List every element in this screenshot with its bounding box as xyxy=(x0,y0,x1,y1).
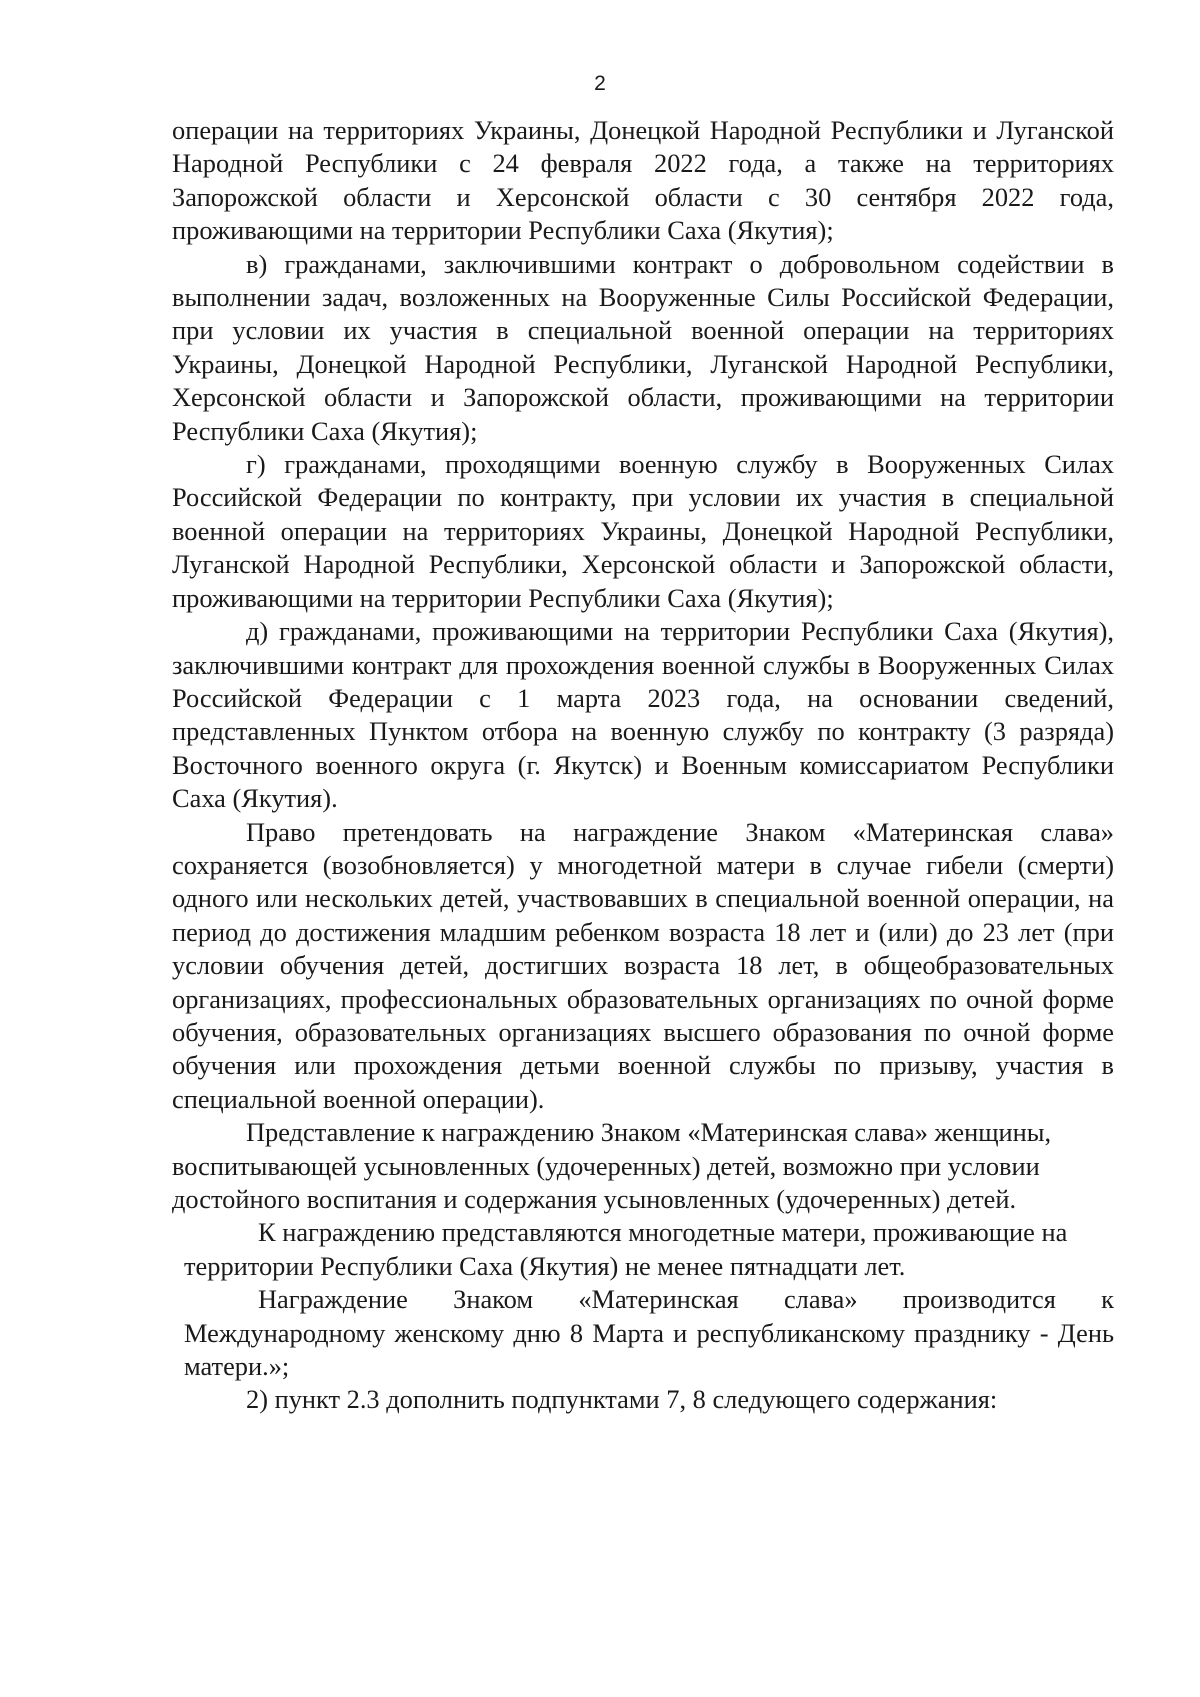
paragraph-residency-requirement: К награждению представляются многодетные матери, проживающие на территории Республики Саха (Якутия) не менее пятнадцати лет. xyxy=(184,1217,1068,1281)
page-number: 2 xyxy=(594,72,606,95)
document-body xyxy=(172,114,1114,1417)
paragraph-amendment-2: 2) пункт 2.3 дополнить подпунктами 7, 8 следующего содержания: xyxy=(246,1384,998,1415)
paragraph-item-d: д) гражданами, проживающими на территории Республики Саха (Якутия), заключившими контракт для прохождения военной службы в Вооруженных Силах Российской Федерации с 1 марта 2023 года, на основании сведений, представленных Пунктом отбора на военную службу по контракту (3 разряда) Восточного военного округа (г. Якутск) и Военным комиссариатом Республики Саха (Якутия). xyxy=(172,616,1114,814)
paragraph-item-v: в) гражданами, заключившими контракт о добровольном содействии в выполнении задач, возложенных на Вооруженные Силы Российской Федерации, при условии их участия в специальной военной операции на территориях Украины, Донецкой Народной Республики, Луганской Народной Республики, Херсонской области и Запорожской области, проживающими на территории Республики Саха (Якутия); xyxy=(172,248,1114,446)
paragraph-right-to-claim: Право претендовать на награждение Знаком «Материнская слава» сохраняется (возобновляется) у многодетной матери в случае гибели (смерти) одного или нескольких детей, участвовавших в специальной военной операции, на период до достижения младшим ребенком возраста 18 лет и (или) до 23 лет (при условии обучения детей, достигших возраста 18 лет, в общеобразовательных организациях, профессиональных образовательных организациях по очной форме обучения, образовательных организациях высшего образования по очной форме обучения или прохождения детьми военной службы по призыву, участия в специальной военной операции). xyxy=(172,816,1114,1114)
paragraph-item-g: г) гражданами, проходящими военную службу в Вооруженных Силах Российской Федерации по контракту, при условии их участия в специальной военной операции на территориях Украины, Донецкой Народной Республики, Луганской Народной Республики, Херсонской области и Запорожской области, проживающими на территории Республики Саха (Якутия); xyxy=(172,449,1114,613)
paragraph-continuation: операции на территориях Украины, Донецкой Народной Республики и Луганской Народной Республики с 24 февраля 2022 года, а также на территориях Запорожской области и Херсонской области с 30 сентября 2022 года, проживающими на территории Республики Саха (Якутия); xyxy=(172,115,1114,246)
paragraph-adoptive-mothers: Представление к награждению Знаком «Материнская слава» женщины, воспитывающей усыновленных (удочеренных) детей, возможно при условии достойного воспитания и содержания усыновленных (удочеренных) детей. xyxy=(172,1117,1052,1214)
paragraph-award-dates: Награждение Знаком «Материнская слава» производится к Международному женскому дню 8 Марта и республиканскому празднику - День матери.»; xyxy=(184,1284,1114,1382)
